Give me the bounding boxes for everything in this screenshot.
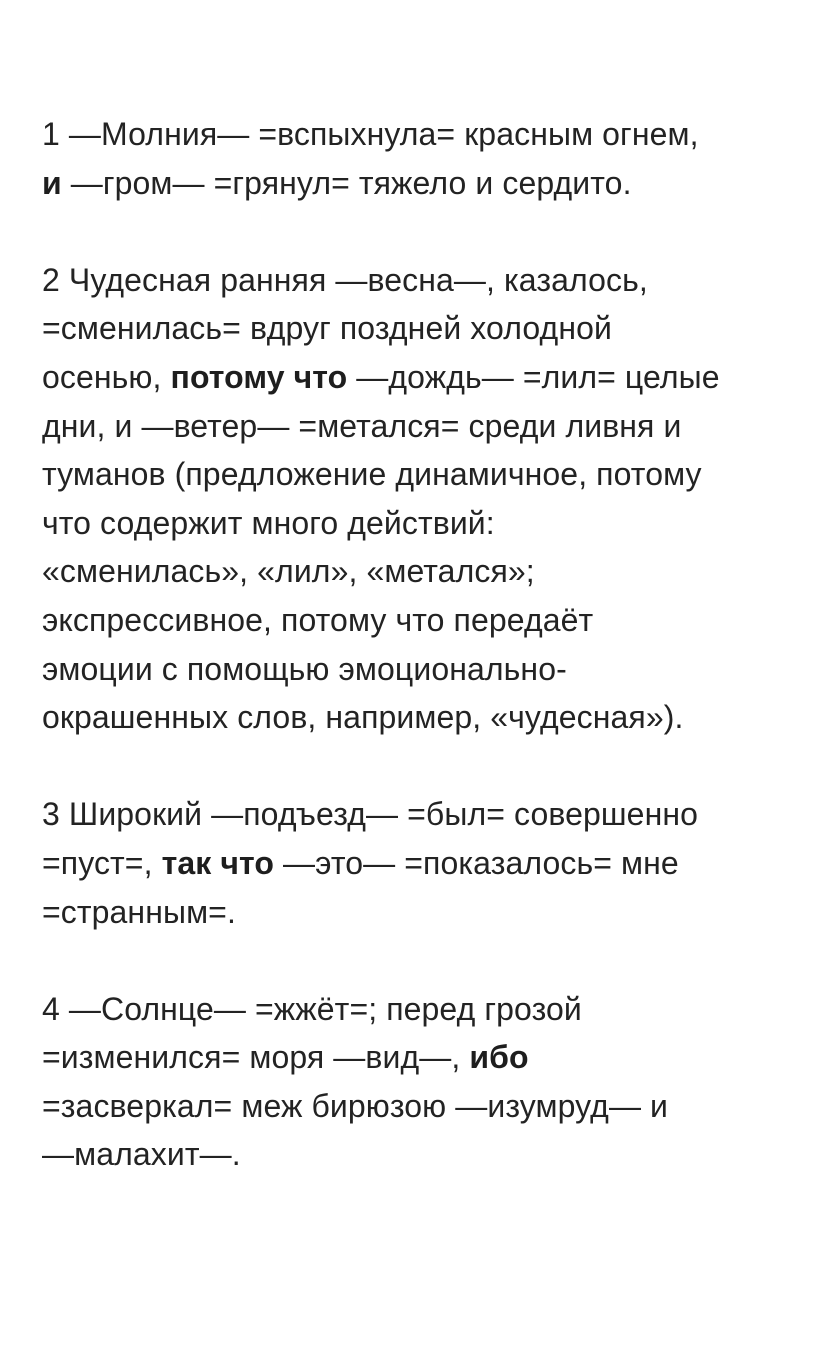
text-line [42,888,782,937]
conjunction-bold: потому что [170,358,348,395]
paragraph-4 [42,985,782,1179]
text-line [42,499,782,548]
text-segment: туманов (предложение динамичное, потому [42,456,702,493]
text-line [42,596,782,645]
text-segment: —гром— =грянул= тяжело и сердито. [61,164,632,201]
text-segment: —малахит—. [42,1136,241,1173]
text-line [42,547,782,596]
text-segment: «сменилась», «лил», «метался»; [42,553,535,590]
conjunction-bold: и [42,164,62,201]
text-line [42,693,782,742]
text-line [42,402,782,451]
text-segment: эмоции с помощью эмоционально- [42,650,567,687]
paragraph-3 [42,790,782,936]
text-segment: осенью, [42,358,171,395]
text-segment: =изменился= моря —вид—, [42,1039,470,1076]
conjunction-bold: ибо [469,1039,529,1076]
text-segment: 2 Чудесная ранняя —весна—, казалось, [42,261,648,298]
text-segment: =сменилась= вдруг поздней холодной [42,310,612,347]
text-line [42,985,782,1034]
text-line [42,839,782,888]
text-line [42,1082,782,1131]
text-segment: —это— =показалось= мне [274,844,679,881]
text-segment: 3 Широкий —подъезд— =был= совершенно [42,796,699,833]
text-segment: 1 —Молния— =вспыхнула= красным огнем, [42,116,699,152]
text-line [42,256,782,305]
text-line [42,110,782,159]
text-segment: —дождь— =лил= целые [347,358,720,395]
paragraph-2 [42,256,782,742]
paragraph-1 [42,110,782,207]
text-segment: окрашенных слов, например, «чудесная»). [42,699,684,736]
text-line [42,1130,782,1179]
text-line [42,304,782,353]
note-text [42,110,782,1228]
text-line [42,159,782,208]
text-segment: дни, и —ветер— =метался= среди ливня и [42,407,682,444]
text-segment: что содержит много действий: [42,504,495,541]
text-segment: =пуст=, [42,844,162,881]
text-segment: 4 —Солнце— =жжёт=; перед грозой [42,990,582,1027]
text-segment: =засверкал= меж бирюзою —изумруд— и [42,1087,669,1124]
text-line [42,790,782,839]
text-line [42,450,782,499]
text-line [42,1033,782,1082]
text-line [42,645,782,694]
text-segment: =странным=. [42,893,236,930]
text-line [42,353,782,402]
conjunction-bold: так что [161,844,275,881]
text-segment: экспрессивное, потому что передаёт [42,601,594,638]
